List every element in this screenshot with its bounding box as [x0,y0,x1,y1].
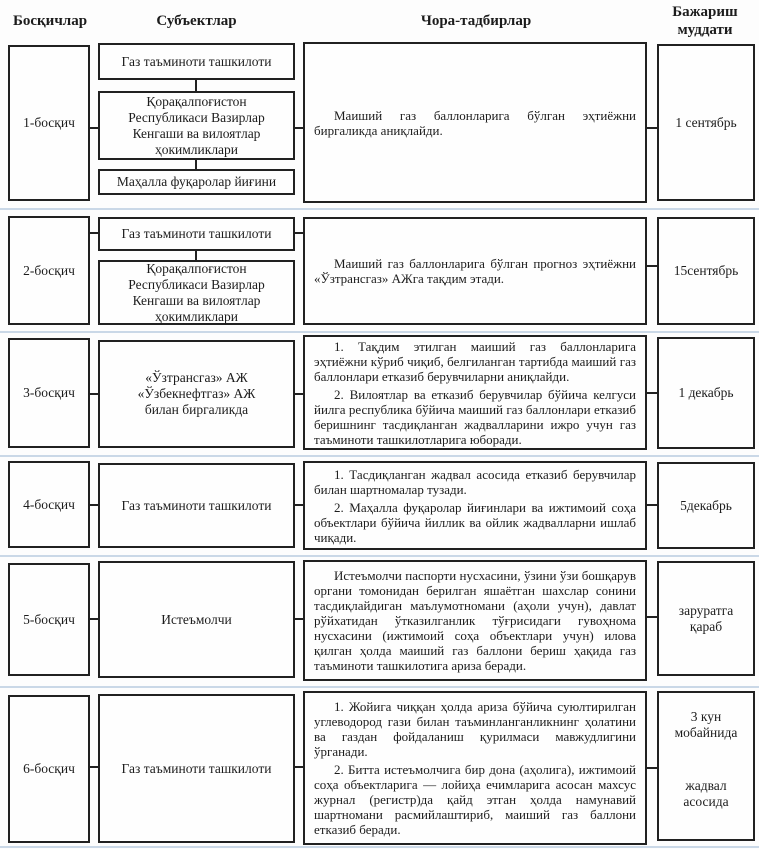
column-header-subjects: Субъектлар [156,13,237,29]
connector-line [295,618,303,620]
scan-artifact-line [0,208,759,210]
deadline-box-4 [657,462,755,549]
subject-box-5-1 [98,561,295,678]
connector-line [295,504,303,506]
subject-label: Қорақалпоғистон Республикаси Вазирлар Кенгаши ва вилоятлар ҳокимликлари [128,260,265,324]
stage-label: 1-босқич [23,115,75,130]
measure-paragraph: 1. Тақдим этилган маиший газ баллонларига эҳтиёжни кўриб чиқиб, белгиланган тартибда маиший газ баллонлари етказиб берувчиларни аниқлайди. [314,338,636,384]
measure-paragraph: Истеъмолчи паспорти нусхасини, ўзини ўзи бошқарув органи томонидан берилган яшаётган шахслар сонини тасдиқлайдиган маълумотномани (аҳоли учун), давлат рўйхатидан ўтказилганлик тўғрисидаги гувоҳнома нусхасини (ижтимоий соҳа объектлари учун) илова қилган ҳолда маиший газ баллони бериш ҳақида газ таъминоти ташкилотига ариза беради. [314,568,636,673]
subject-box-1-3 [98,169,295,195]
deadline-label: 15сентябрь [673,263,739,278]
subject-label: Газ таъминоти ташкилоти [121,226,272,241]
connector-line [647,265,657,267]
stage-box-1 [8,45,90,201]
measure-paragraph: 2. Битта истеъмолчига бир дона (аҳолига), ижтимоий соҳа объектларига — лойиҳа ечимларига асосан махсус журнал (регистр)да қайд этган ҳолда намунавий шартномани расмийлаштириб, маиший газ баллони етказиб беради. [314,762,636,837]
connector-line [195,80,197,91]
subject-label: Газ таъминоти ташкилоти [121,53,272,69]
stage-box-5 [8,563,90,676]
connector-line [295,766,303,768]
connector-line [647,767,657,769]
connector-line [90,393,98,395]
deadline-label: 5декабрь [680,497,732,513]
subject-label: Истеъмолчи [161,611,232,627]
stage-box-3 [8,338,90,448]
measure-paragraph: Маиший газ баллонларига бўлган эҳтиёжни биргаликда аниқлайди. [314,107,636,138]
stage-box-6 [8,695,90,843]
stage-box-2 [8,216,90,325]
stage-label: 2-босқич [23,262,75,278]
subject-box-2-1 [98,217,295,251]
deadline-box-2 [657,217,755,325]
column-header-measures: Чора-тадбирлар [420,13,532,29]
subject-label: Маҳалла фуқаролар йиғини [116,174,277,189]
connector-line [90,618,98,620]
subject-box-6-1 [98,694,295,843]
measure-paragraph: 1. Тасдиқланган жадвал асосида етказиб берувчилар билан шартномалар тузади. [314,466,636,497]
subject-box-4-1 [98,463,295,548]
connector-line [90,766,98,768]
deadline-box-5 [657,561,755,676]
deadline-label: 1 сентябрь [675,114,737,130]
deadline-label: жадвал асосида [683,778,729,809]
measures-box-3 [303,335,647,450]
scan-artifact-line [0,846,759,848]
connector-line [295,232,303,234]
stage-label: 6-босқич [23,761,75,776]
deadline-label: 1 декабрь [678,385,734,400]
subject-label: «Ўзтрансгаз» АЖ «Ўзбекнефтгаз» АЖ билан биргаликда [137,370,256,417]
measure-paragraph: 1. Жойига чиққан ҳолда ариза бўйича суюлтирилган углеводород гази билан таъминланганликнинг ҳолатини ва газдан фойдаланиш қурилмаси мавжудлигини ўрганади. [314,699,636,759]
stage-label: 3-босқич [23,385,75,400]
scan-artifact-line [0,686,759,688]
deadline-box-1 [657,44,755,201]
deadline-box-6 [657,691,755,841]
connector-line [90,504,98,506]
measures-box-6 [303,691,647,845]
subject-label: Қорақалпоғистон Республикаси Вазирлар Кенгаши ва вилоятлар ҳокимликлари [128,93,265,157]
stage-label: 4-босқич [23,496,75,512]
connector-line [647,504,657,506]
connector-line [647,616,657,618]
connector-line [195,160,197,169]
column-header-stages: Босқичлар [12,13,88,29]
scan-artifact-line [0,555,759,557]
column-header-deadline: Бажариш муддати [672,4,738,38]
subject-box-3-1 [98,340,295,448]
stage-box-4 [8,461,90,548]
scan-artifact-line [0,455,759,457]
connector-line [195,251,197,260]
connector-line [647,392,657,394]
measures-box-5 [303,560,647,681]
connector-line [295,127,303,129]
measure-paragraph: 2. Вилоятлар ва етказиб берувчилар бўйича келгуси йилга республика бўйича маиший газ баллонлари етказиб беришнинг тасдиқланган жадвалларини ижро учун газ таъминоти ташкилотларига юборади. [314,386,636,447]
connector-line [295,393,303,395]
connector-line [647,127,657,129]
stage-label: 5-босқич [23,611,75,627]
deadline-label: 3 кун мобайнида [674,709,738,740]
measure-paragraph: Маиший газ баллонларига бўлган прогноз эҳтиёжни «Ўзтрансгаз» АЖга тақдим этади. [314,256,636,286]
deadline-box-3 [657,337,755,449]
scan-artifact-line [0,331,759,333]
subject-box-1-2 [98,91,295,160]
subject-box-1-1 [98,43,295,80]
deadline-label: заруратга қараб [678,602,734,634]
measures-box-1 [303,42,647,203]
subject-label: Газ таъминоти ташкилоти [121,497,272,513]
connector-line [90,232,98,234]
measure-paragraph: 2. Маҳалла фуқаролар йиғинлари ва ижтимоий соҳа объектлари бўйича йиллик ва ойлик жадвалларни ишлаб чиқади. [314,499,636,545]
measures-box-2 [303,217,647,325]
subject-label: Газ таъминоти ташкилоти [121,760,272,776]
connector-line [90,127,98,129]
subject-box-2-2 [98,260,295,325]
measures-box-4 [303,461,647,550]
